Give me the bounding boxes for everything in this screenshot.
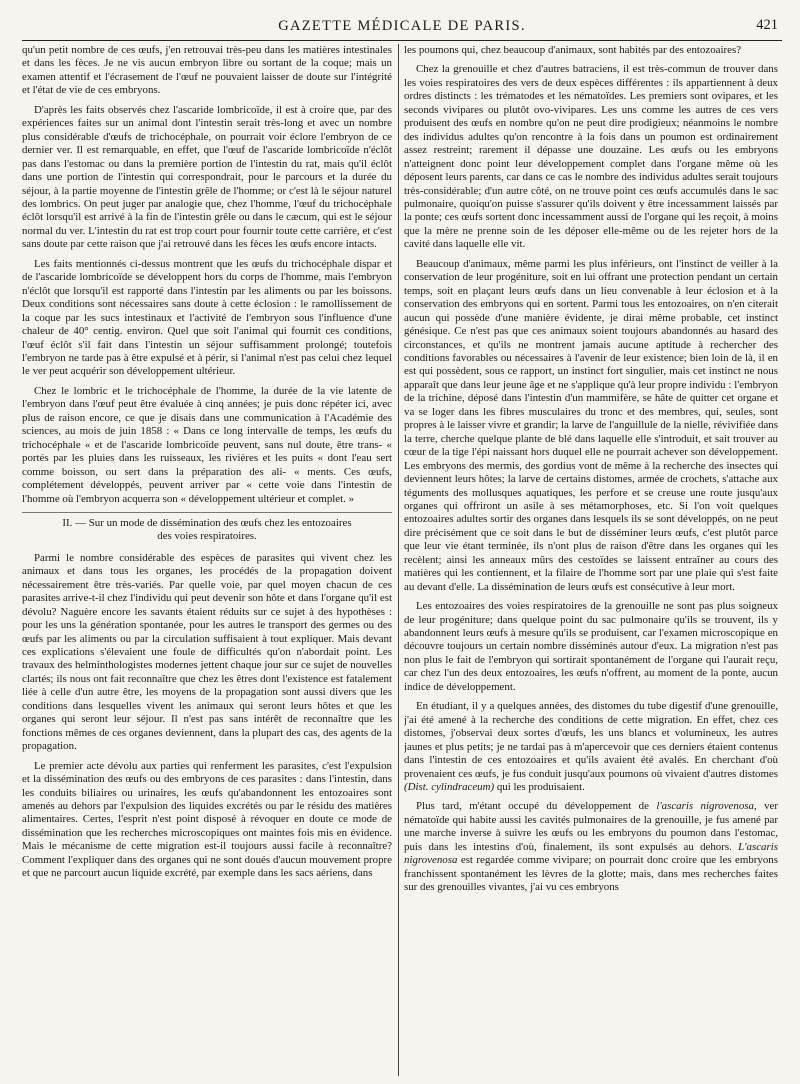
text-run: , ver nématoïde qui habite aussi les cavités pulmonaires de la grenouille, je fus amené par une marche inverse à suivre les œufs ou les embryons du poumon dans l'estomac, puis dans les intestins d'où, finalement, ils sont expulsés au dehors. — [404, 800, 778, 853]
paragraph: les poumons qui, chez beaucoup d'animaux, sont habités par des entozoaires? — [404, 44, 742, 56]
species-name: (Dist. cylindraceum) — [404, 781, 495, 794]
left-column — [22, 44, 392, 1074]
text-run: Plus tard, m'étant occupé du développement de — [416, 800, 649, 813]
section-heading — [22, 512, 392, 544]
text-run: qui les produisaient. — [496, 781, 585, 794]
paragraph: Chez la grenouille et chez d'autres batraciens, il est très-commun de trouver dans les voies respiratoires des vers de deux espèces différentes : ils appartiennent à deux ordres distincts : les trématodes et les nématoïdes. Les premiers sont ovipares, et les seconds vivipares ou plutôt ovo-vivipares. Les uns comme les autres de ces vers produisent des œufs en nombre qu'on ne peut dire prodigieux; néanmoins le nombre des individus adultes qu'on rencontre à la fois dans un poumon est ordinairement assez restreint; rarement il dépasse une douzaine. Les œufs ou les embryons n'atteignent donc point leur développement complet dans l'organe même où les déposent leurs parents, car dans ce cas le nombre des individus adultes serait toujours très-considérable; d'un autre côté, on ne trouve point ces œufs accumulés dans le sac pulmonaire, quoiqu'on puisse s'assurer qu'ils doivent y être incessamment laissés par la ponte; ces œufs sortent donc incessamment aussi de l'organe qui les reçoit, à moins que la mère ne prenne soin de les déposer elle-même ou de les rejeter hors de la cavité dans laquelle elle vit. — [404, 63, 778, 251]
paragraph: Chez le lombric et le trichocéphale de l'homme, la durée de la vie latente de l'embryon dans l'œuf peut être évaluée à cinq années; je puis donc répéter ici, avec plus de raison encore, ce que je disais dans une communication à l'Académie des sciences, au mois de juin 1858 : « Dans ce long intervalle de temps, les œufs du trichocéphale « et de l'ascaride lombricoïde peuvent, sans nul doute, être trans- « portés par les pluies dans les ruisseaux, les rivières et les puits « dont l'eau sert comme boisson, ou sert dans la préparation des ali- « ments. Ces œufs, complétement développés, peuvent arriver par « cette voie dans l'intestin de l'homme où l'embryon acquerra son « développement ultérieur et complet. » — [22, 384, 392, 505]
text-run: est regardée comme vivipare; on pourrait donc croire que les embryons franchissent spontanément les lèvres de la glotte; mais, dans mes recherches faites sur des grenouilles vivantes, j'ai vu ces embryons — [404, 854, 778, 894]
paragraph: qu'un petit nombre de ces œufs, j'en retrouvai très-peu dans les matières intestinales et dans les fèces. Je ne vis aucun embryon libre ou sortant de la coque; mais un examen attentif et l'écrasement de l'œuf ne pouvaient laisser de doute sur l'intégrité et l'état de vie de ces embryons. — [22, 44, 392, 97]
paragraph: Le premier acte dévolu aux parties qui renferment les parasites, c'est l'expulsion et la dissémination des œufs ou des embryons de ces parasites : dans l'intestin, dans les conduits biliaires ou urinaires, les œufs qu'abandonnent les entozoaires sont amenés au dehors par l'expulsion des liquides excrétés ou par le résidu des matières alimentaires. Certes, l'esprit n'est point disposé à révoquer en doute ce mode de dissémination que les recherches microscopiques ont maintes fois mis en évidence. Mais le mécanisme de cette migration est-il toujours aussi facile à reconnaître? Comment l'expliquer dans des organes qui ne sont doués d'aucun mouvement propre et que ne parcourt aucun liquide excrété, par exemple dans les sacs aériens, dans — [22, 759, 392, 880]
column-divider — [398, 44, 399, 1076]
paragraph: Beaucoup d'animaux, même parmi les plus inférieurs, ont l'instinct de veiller à la conservation de leur progéniture, soit en lui offrant une protection pendant un certain temps, soit en plaçant leurs œufs dans un lieu convenable à leur éclosion et à la conservation des embryons qui en sortent. Parmi tous les entozoaires, on n'en citerait aucun qui possède d'une manière évidente, je dirai même probable, cet instinct génésique. Ce n'est pas que ces animaux soient toujours abandonnés au hasard des circonstances, et qu'ils ne montrent jamais aucune aptitude à rechercher des conditions favorables ou nécessaires à l'avenir de leur existence; bien loin de là, il en est qui possèdent, sous ce rapport, un instinct fort singulier, mais cet instinct ne nous apparaît que dans leur jeune âge et ne s'applique qu'à leur propre individu : l'embryon de la trichine, déposé dans l'intestin d'un mammifère, se hâte de quitter cet organe et va se loger dans les fibres musculaires du tronc et des membres, qui, seules, sont propres à le laisser vivre et grandir; la larve de l'anguillule de la nielle, révivifiée dans la terre, cherche quelque plante de blé dans laquelle elle s'introduit, et sait trouver au cœur de la tige l'épi naissant hors duquel elle ne pourrait achever son développement. Les embryons des mermis, des gordius vont de même à la recherche des insectes qui deviennent leurs hôtes; la larve de certains distomes, armée de crochets, s'attache aux téguments des mollusques aquatiques, les perfore et se creuse une route jusqu'aux organes qui offriront un asile à ses métamorphoses, etc. Si l'on voit quelques entozoaires adultes sortir des organes dans lesquels ils se sont développés, on ne peut dire précisément que ce soit dans le but de disséminer leurs œufs, c'est plutôt parce que leur vie étant terminée, ils n'ont plus de raison d'être dans les organes qui les recèlent; ainsi les anneaux mûrs des cestoïdes se laissent entraîner au cours des matières qui les contiennent, et la filaire de l'homme sort par une plaie qui s'est faite au devant d'elle. La dissémination de leurs œufs est consécutive à leur mort. — [404, 257, 778, 593]
text-run: En étudiant, il y a quelques années, des distomes du tube digestif d'une grenouille, j'ai été amené à la recherche des conditions de cette migration. En effet, chez ces distomes, j'observai deux sortes d'œufs, les uns blancs et volumineux, les autres jaunes et plus petits; je ne tardai pas à m'apercevoir que ces derniers étaient contenus dans l'intestin de ces entozoaires et qu'ils avaient été avalés. En cherchant d'où provenaient ces œufs, je fus conduit jusqu'aux poumons où vivaient d'autres distomes — [404, 700, 778, 780]
section-heading-line: II. — Sur un mode de dissémination des œufs chez les entozoaires — [62, 516, 352, 529]
journal-title: GAZETTE MÉDICALE DE PARIS. — [278, 18, 526, 34]
right-column — [404, 44, 778, 1074]
species-name: l'ascaris nigrovenosa — [656, 800, 754, 813]
section-heading-line: des voies respiratoires. — [157, 530, 257, 543]
paragraph — [404, 700, 778, 794]
header-rule — [22, 40, 782, 41]
species-name: L'ascaris nigrovenosa — [404, 840, 778, 867]
page-header — [22, 18, 782, 40]
paragraph — [404, 800, 778, 894]
paragraph: Parmi le nombre considérable des espèces de parasites qui vivent chez les animaux et dans tous les organes, les procédés de la propagation doivent nécessairement être très-variés. Par quelle voie, par quel moyen chacun de ces parasites arrive-t-il chez l'individu qui peut devenir son hôte et dans l'organe qu'il est dévolu? Naguère encore les savants étaient réduits sur ce sujet à des hypothèses : pour les uns la génération spontanée, pour les autres le transport des germes ou des œufs par les aliments ou par la circulation suffisaient à tout expliquer. Mais devant ces explications s'élevaient une foule de difficultés qu'on n'abordait point. Les travaux des helminthologistes modernes jettent chaque jour sur ce sujet de nouvelles clartés; ils nous ont fait reconnaître que chez les êtres dont l'existence est fatalement liée à celle d'un autre être, les moyens de la propagation sont aussi divers que les conditions dans lesquelles vivent les animaux qui seront leurs hôtes et que les organes qui seront leur séjour. Il n'est pas sans intérêt de reconnaître que les fonctions mêmes de ces organes deviennent, dans la plupart des cas, des agents de la propagation. — [22, 551, 392, 753]
paragraph: D'après les faits observés chez l'ascaride lombricoïde, il est à croire que, par des expériences faites sur un animal dont l'intestin serait très-long et avec un nombre plus considérable d'œufs de trichocéphale, on pourrait voir éclore l'embryon de ce dernier ver. Il est remarquable, en effet, que l'œuf de l'ascaride lombricoïde n'éclôt pas dans l'estomac ou dans la première portion de l'intestin du rat, mais qu'il éclôt dans une portion de l'intestin qui correspondrait, pour le parcours et la durée du séjour, à la partie moyenne de l'intestin grêle de l'homme; or c'est là le séjour naturel des lombrics. On peut juger par analogie que, chez l'homme, l'œuf du trichocéphale éclôt lorsqu'il est arrivé à la fin de l'intestin grêle ou dans le cæcum, qui est le séjour normal du ver. L'intestin du rat est trop court pour fournir toute cette carrière, et c'est sans doute par cette raison que j'ai retrouvé dans les fèces les œufs encore intacts. — [22, 103, 392, 251]
page-number: 421 — [756, 17, 778, 33]
paragraph: Les entozoaires des voies respiratoires de la grenouille ne sont pas plus soigneux de leur progéniture; dans quelque point du sac pulmonaire qu'ils se trouvent, ils y abandonnent leurs œufs à mesure qu'ils se produisent, car l'examen microscopique en découvre toujours un certain nombre disséminés autour d'eux. La migration n'est pas non plus le fait de l'embryon qui sortirait spontanément de l'organe qui l'aurait reçu, car chez l'un des deux entozoaires, les œufs n'offrent, au moment de la ponte, aucun indice de développement. — [404, 600, 778, 693]
paragraph: Les faits mentionnés ci-dessus montrent que les œufs du trichocéphale dispar et de l'ascaride lombricoïde se développent hors du corps de l'homme, mais l'embryon n'éclôt que lorsqu'il est rapporté dans l'intestin par les aliments ou par les boissons. Deux conditions sont nécessaires sans doute à cette éclosion : le ramollissement de la coque par les sucs intestinaux et l'activité de l'embryon sous l'influence d'une chaleur de 40° centig. environ. Quel que soit l'animal qui fournit ces conditions, l'œuf éclôt s'il fait dans l'intestin un séjour suffisamment prolongé; toutefois l'embryon ne tarde pas à être expulsé et à périr, si l'animal n'est pas celui chez lequel le ver peut acquérir son développement ultérieur. — [22, 257, 392, 378]
